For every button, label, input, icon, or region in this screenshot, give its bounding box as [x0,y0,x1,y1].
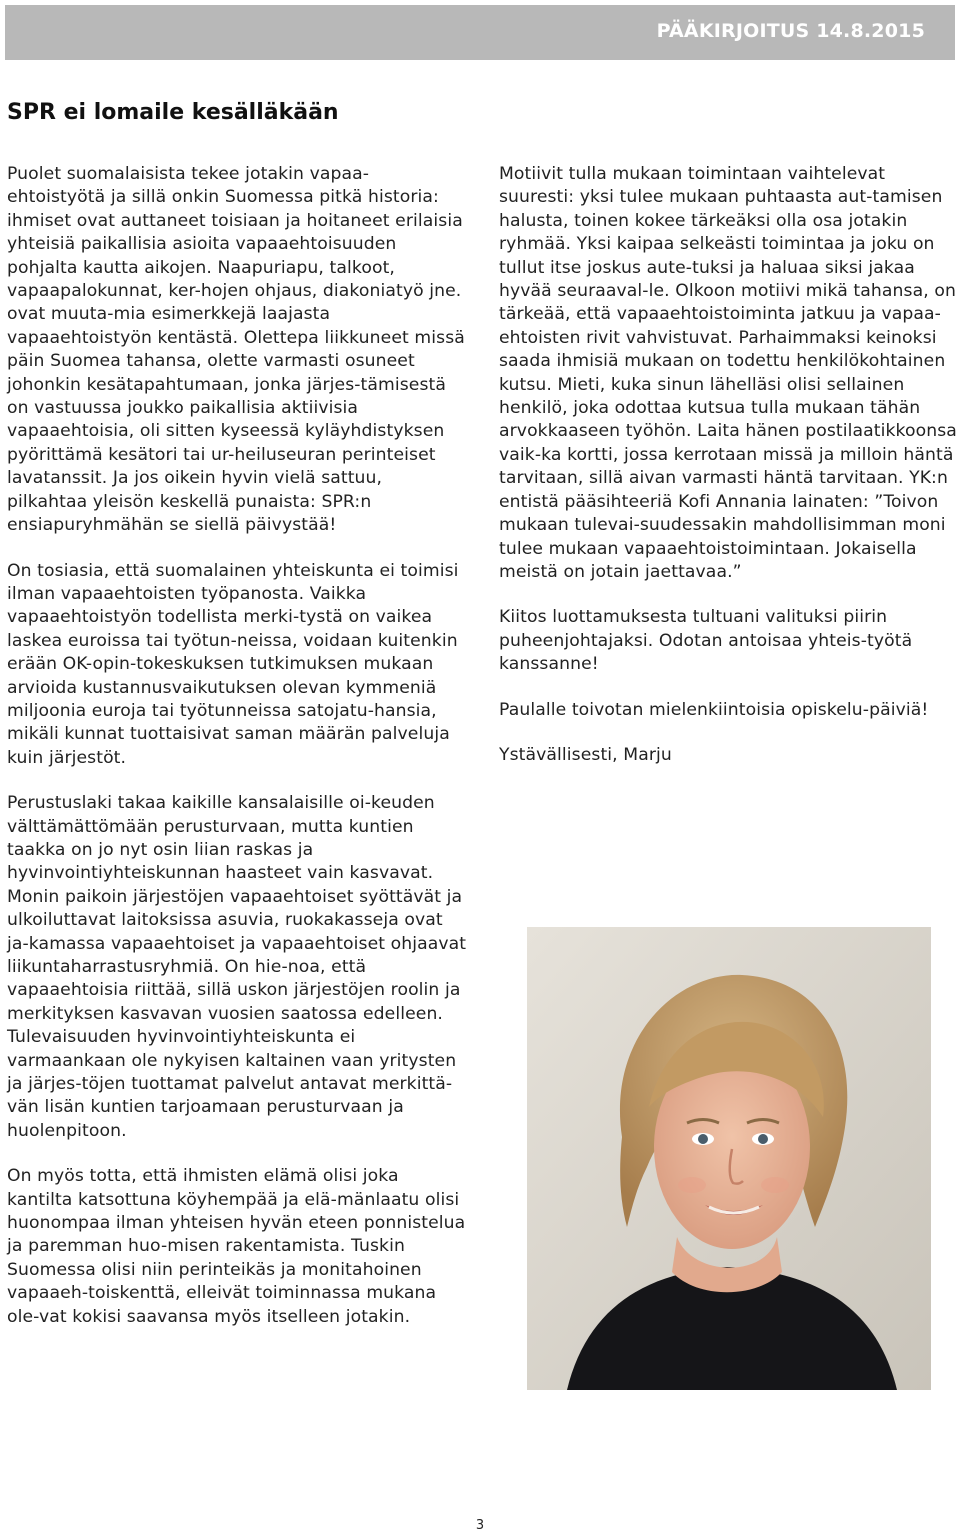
article-title: SPR ei lomaile kesälläkään [7,100,339,125]
paragraph-wishes: Paulalle toivotan mielenkiintoisia opiskelu-päiviä! [499,699,929,720]
page-number: 3 [475,1518,485,1533]
portrait-illustration [527,927,931,1390]
paragraph-constitution: Perustuslaki takaa kaikille kansalaisille oi-keuden välttämättömään perusturvaan, mutta kuntien taakka on jo nyt osin liian raskas ja hyvinvointiyhteiskunnan haasteet vain kasvavat. Monin paikoin järjestöjen vapaaehtoiset syöttävät ja ulkoiluttavat laitoksissa asuvia, ruokakasseja ovat ja-kamassa vapaaehtoiset ja vapaaehtoiset ohjaavat liikuntaharrastusryhmiä. On hie-noa, että vapaaehtoisia riittää, sillä uskon järjestöjen roolin ja merkityksen kasvavan vuosien saatossa edelleen. Tulevaisuuden hyvinvointiyhteiskunta ei varmaankaan ole nykyisen kaltainen vaan yritysten ja järjes-töjen tuottamat palvelut antavat merkittä-vän lisän kuntien tarjoamaan perusturvaan ja huolenpitoon. [7,793,467,1141]
article-right-column [499,163,959,767]
signature: Ystävällisesti, Marju [499,744,672,765]
article-left-column [7,163,467,1329]
paragraph-quality-of-life: On myös totta, että ihmisten elämä olisi joka kantilta katsottuna köyhempää ja elä-mänlaatu olisi huonompaa ilman yhteisen hyvän eteen ponnistelua ja paremman huo-misen rakentamista. Tuskin Suomessa olisi niin perinteikäs ja monitahoinen vapaaeh-toiskenttä, elleivät toiminnassa mukana ole-vat kokisi saavansa myös itselleen jotakin. [7,1166,466,1327]
header-bar [5,5,955,60]
paragraph-society: On tosiasia, että suomalainen yhteiskunta ei toimisi ilman vapaaehtoisten työpanosta. Vaikka vapaaehtoistyön todellista merki-tystä on vaikea laskea euroissa tai työtun-neissa, voidaan kuitenkin erään OK-opin-tokeskuksen tutkimuksen mukaan arvioida kustannusvaikutuksen olevan kymmeniä miljoonia euroja tai työtunneissa satojatu-hansia, mikäli kunnat tuottaisivat saman määrän palveluja kuin järjestöt. [7,560,459,768]
paragraph-intro: Puolet suomalaisista tekee jotakin vapaa-ehtoistyötä ja sillä onkin Suomessa pitkä historia: ihmiset ovat auttaneet toisiaan ja hoitaneet erilaisia yhteisiä paikallisia asioita vapaaehtoisuuden pohjalta kautta aikojen. Naapuriapu, talkoot, vapaapalokunnat, ker-hojen ohjaus, diakoniatyö jne. ovat muuta-mia esimerkkejä laajasta vapaaehtoistyön kentästä. Olettepa liikkuneet missä päin Suomea tahansa, olette varmasti osuneet johonkin kesätapahtumaan, jonka järjes-tämisestä on vastuussa joukko paikallisia aktiivisia vapaaehtoisia, oli sitten kyseessä kyläyhdistyksen pyörittämä kesätori tai ur-heiluseuran perinteiset lavatanssit. Ja jos oikein hyvin vielä sattuu, pilkahtaa yleisön keskellä punaista: SPR:n ensiapuryhmähän se siellä päivystää! [7,164,465,536]
header-section-label: PÄÄKIRJOITUS 14.8.2015 [656,20,925,42]
paragraph-motives: Motiivit tulla mukaan toimintaan vaihtelevat suuresti: yksi tulee mukaan puhtaasta aut-tamisen halusta, toinen kokee tärkeäksi olla osa jotakin ryhmää. Yksi kaipaa selkeästi toimintaa ja joku on tullut itse joskus aute-tuksi ja haluaa siksi jakaa hyvää seuraaval-le. Olkoon motiivi mikä tahansa, on tärkeää, että vapaaehtoistoiminta jatkuu ja vapaa-ehtoisten rivit vahvistuvat. Parhaimmaksi keinoksi saada ihmisiä mukaan on todettu henkilökohtainen kutsu. Mieti, kuka sinun lähelläsi olisi sellainen henkilö, joka odottaa kutsua tulla mukaan tähän arvokkaaseen työhön. Laita hänen postilaatikkoonsa vaik-ka kortti, jossa kerrotaan missä ja milloin häntä tarvitaan, sillä aivan varmasti häntä tarvitaan. YK:n entistä pääsihteeriä Kofi Annania lainaten: ”Toivon mukaan tulevai-suudessakin mahdollisimman moni tulee mukaan vapaaehtoistoimintaan. Jokaisella meistä on jotain jaettavaa.” [499,164,957,582]
author-portrait-photo [527,927,931,1390]
paragraph-thanks: Kiitos luottamuksesta tultuani valituksi piirin puheenjohtajaksi. Odotan antoisaa yhteis-työtä kanssanne! [499,607,913,675]
